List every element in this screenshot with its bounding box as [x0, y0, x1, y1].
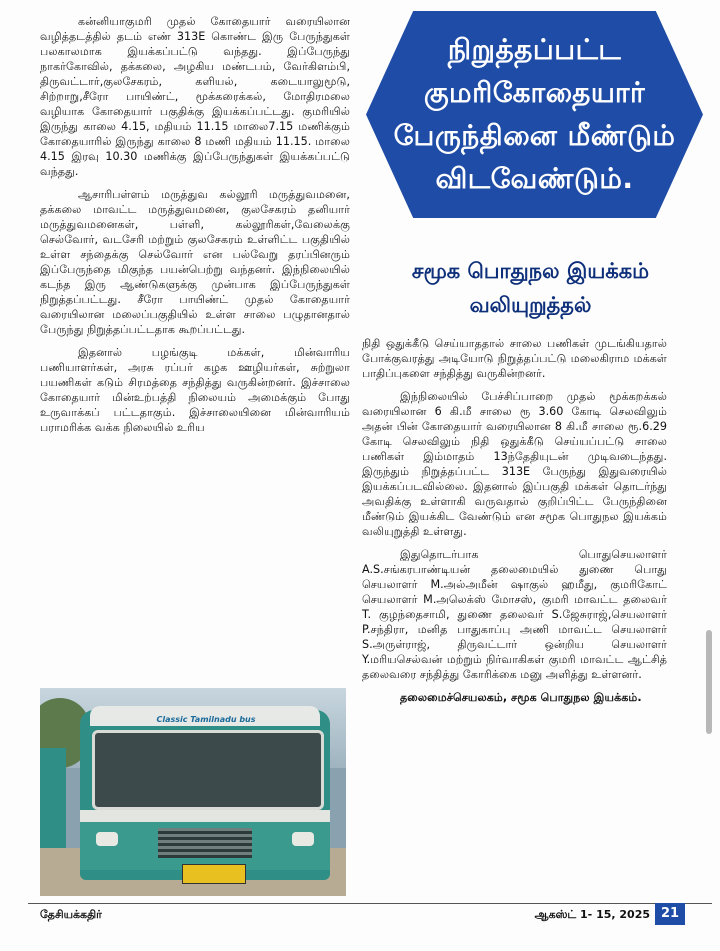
bus-windshield — [92, 730, 324, 810]
bus-stripe — [80, 810, 330, 822]
right-column — [362, 336, 667, 713]
bus-headlight-right — [292, 832, 314, 846]
article-paragraph-7: தலைமைச்செயலகம், சமூக பொதுநல இயக்கம். — [400, 691, 642, 704]
article-paragraph-4: நிதி ஒதுக்கீடு செய்யாததால் சாலை பணிகள் முடங்கியதால் போக்குவரத்து அடியோடு நிறுத்தப்பட்டு மலைகிராம மக்கள் பாதிப்புகளை சந்தித்து வருகின்றனர். — [362, 337, 667, 380]
headline-line-4: விடவேண்டும். — [435, 162, 634, 195]
left-column — [40, 14, 350, 443]
bus-headlight-left — [96, 832, 118, 846]
bus-banner: Classic Tamilnadu bus — [156, 715, 256, 724]
subheadline-line-1: சமூக பொதுநல இயக்கம் — [411, 259, 650, 283]
bus-number-plate — [182, 864, 246, 884]
article-paragraph-5: இந்நிலையில் பேச்சிப்பாறை முதல் மூக்கறக்கல் வரையிலான 6 கி.மீ சாலை ரூ 3.60 கோடி செலவிலும் அதன் பின் கோதையார் வரையிலான 8 கி.மீ சாலை ரூ.6.29 கோடி செலவிலும் நிதி ஒதுக்கீடு செய்யப்பட்டு சாலை பணிகள் இம்மாதம் 13ந்தேதியுடன் முடிவடைந்தது. இருந்தும் நிறுத்தப்பட்ட 313E பேருந்து இதுவரையில் இயக்கப்படவில்லை. இதனால் இப்பகுதி மக்கள் தொடர்ந்து அவதிக்கு உள்ளாகி வருவதால் குறிப்பிட்ட பேருந்தினை மீண்டும் இயக்கிட வேண்டும் என சமூக பொதுநல இயக்கம் வலியுறுத்தி உள்ளது. — [362, 390, 667, 538]
headline-line-1: நிறுத்தப்பட்ட — [447, 33, 622, 66]
article-paragraph-2: ஆசாரிபள்ளம் மருத்துவ கல்லூரி மருத்துவமனை, தக்கலை மாவட்ட மருத்துவமனை, குலசேகரம் தனியார் மருத்துவமனைகள், பள்ளி, கல்லூரிகள்,வேலைக்கு செல்வோர், வடசேரி மற்றும் குலசேகரம் உள்ளிட்ட பகுதியில் உள்ள சந்தைக்கு செல்வோர் என பல்வேறு தரப்பினரும் இப்பேருந்தை மிகுந்த பயன்பெற்று வந்தனர். இந்நிலையில் கடந்த இரு ஆண்டுகளுக்கு முன்பாக இப்பேருந்துகள் நிறுத்தப்பட்டது. சீரோ பாயிண்ட் முதல் கோதையார் வரையிலான மலைப்பகுதியில் உள்ள சாலை பழுதானதால் பேருந்து நிறுத்தப்பட்டதாக கூறப்பட்டது. — [40, 188, 350, 336]
article-paragraph-1: கன்னியாகுமரி முதல் கோதையார் வரையிலான வழித்தடத்தில் தடம் எண் 313E கொண்ட இரு பேருந்துகள் பலகாலமாக இயக்கப்பட்டு வந்தது. இப்பேருந்து நாகர்கோவில், தக்கலை, அழகிய மண்டபம், வேர்கிளம்பி, திருவட்டார்,குலசேகரம், களியல், கடையாலுமூடு, சிற்றாறு,சீரோ பாயிண்ட், மூக்கரைக்கல், மோதிரமலை வழியாக கோதையார் பகுதிக்கு இயக்கப்பட்டது. குமரியில் இருந்து காலை 4.15, மதியம் 11.15 மாலை7.15 மணிக்கும் கோதையாரில் இருந்து காலை 8 மணி மதியம் 11.15. மாலை 4.15 இரவு 10.30 மணிக்கு இப்பேருந்துகள் இயக்கப்பட்டு வந்தது. — [40, 15, 350, 178]
footer-divider — [28, 903, 712, 904]
headline-line-3: பேருந்தினை மீண்டும் — [393, 119, 676, 152]
bus-photo — [40, 688, 346, 896]
subheadline-line-2: வலியுறுத்தல் — [469, 293, 592, 317]
photo-side-bus — [40, 748, 66, 848]
bus-grill — [158, 828, 252, 858]
footer-date: ஆகஸ்ட் 1- 15, 2025 — [534, 908, 650, 921]
scrollbar[interactable] — [706, 630, 712, 734]
subheadline — [362, 254, 699, 322]
page-number: 21 — [655, 903, 685, 925]
article-paragraph-3: இதனால் பழங்குடி மக்கள், மின்வாரிய பணியாளர்கள், அரசு ரப்பர் கழக ஊழியர்கள், சுற்றுலா பயணிகள் கடும் சிரமத்தை சந்தித்து வருகின்றனர். இச்சாலை கோதையார் மின்உற்பத்தி நிலையம் அமைக்கும் போது உருவாக்கப் பட்டதாகும். இச்சாலையினை மின்வாரியம் பராமரிக்க வக்க நிலையில் உரிய — [40, 346, 350, 434]
footer-publication: தேசியக்கதிர் — [40, 908, 102, 921]
article-paragraph-6: இதுதொடர்பாக பொதுசெயலாளர் A.S.சங்கரபாண்டியன் தலைமையில் துணை பொது செயலாளர் M.அல்அமீன் ஷாகுல் ஹமீது, குமரிகோட் செயலாளர் M.அலெக்ஸ் மோசஸ், குமரி மாவட்ட தலைவர் T. குழந்தைசாமி, துணை தலைவர் S.ஜேசுராஜ்,செயலாளர் P.சந்திரா, மனித பாதுகாப்பு அணி மாவட்ட செயலாளர் S.அருள்ராஜ், திருவட்டார் ஒன்றிய செயலாளர் Y.மரியசெல்வன் மற்றும் நிர்வாகிகள் குமரி மாவட்ட ஆட்சித் தலைவரை சந்தித்து கோரிக்கை மனு அளித்து உள்ளனர். — [362, 548, 667, 681]
headline-line-2: குமரிகோதையார் — [423, 76, 646, 109]
headline — [366, 28, 703, 200]
